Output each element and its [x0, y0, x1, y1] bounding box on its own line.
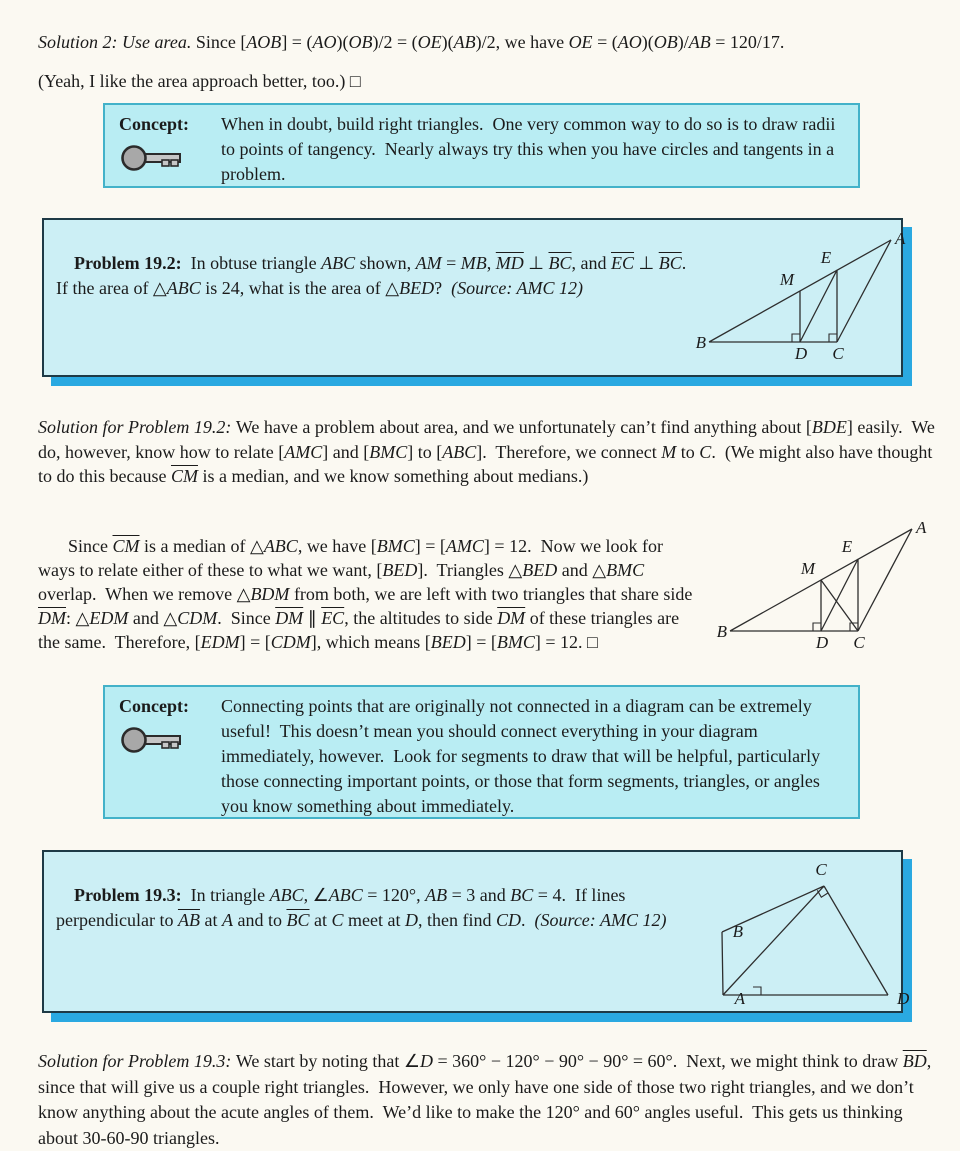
vertex-label-e: E: [820, 248, 832, 267]
concept-box-right-triangles: [103, 103, 860, 188]
vertex-label-b: B: [695, 333, 706, 352]
concept-sidebar: [119, 112, 221, 178]
vertex-label-b: B: [732, 922, 743, 941]
vertex-label-c: C: [832, 344, 844, 363]
vertex-label-a: A: [734, 989, 745, 1008]
problem-19-3-text: In triangle ABC, ∠ABC = 120°, AB = 3 and BC = 4. If lines perpendicular to $\overline{AB}$ at A and to $\overline{BC}$ at C meet at D, then find CD. (Source: AMC 12): [56, 885, 667, 930]
triangle-diagram-19-3: [671, 855, 911, 1013]
problem-19-2-box: [42, 218, 906, 377]
solution-19-2-paragraph: Solution for Problem 19.2: We have a problem about area, and we unfortunately can’t find anything about [BDE] easily. We do, however, know how to relate [AMC] and [BMC] to [ABC]. Therefore, we connect M to C. (We might also have thought to do this because $\overline{CM}$ is a median, and we know something about medians.): [38, 417, 940, 486]
problem-19-2-text: In obtuse triangle ABC shown, AM = MB, $\overline{MD}$ ⊥ $\overline{BC}$, and $\overline{EC}$ ⊥ $\overline{BC}$. If the area of △ABC is 24, what is the area of △BED? (Source: AMC 12): [56, 253, 696, 298]
problem-19-3-label: Problem 19.3:: [74, 885, 182, 905]
vertex-label-d: D: [815, 633, 829, 652]
solution2-intro-paragraph: Solution 2: Use area. Since [AOB] = (AO)(OB)/2 = (OE)(AB)/2, we have OE = (AO)(OB)/AB = 120/17.: [38, 32, 785, 52]
vertex-label-c: C: [815, 860, 827, 879]
key-icon: [119, 723, 221, 762]
vertex-label-d: D: [897, 989, 910, 1008]
vertex-label-a: A: [916, 518, 927, 537]
problem-19-2-statement: [56, 226, 696, 326]
concept-sidebar: [119, 694, 221, 809]
vertex-label-e: E: [841, 537, 853, 556]
concept-box-connecting-points: [103, 685, 860, 819]
concept-text: Connecting points that are originally not connected in a diagram can be extremely useful! This doesn’t mean you should connect everything in your diagram immediately, however. Look for segments to draw that will be helpful, particularly those connecting important points, or those that form segments, triangles, or angles you know something about immediately.: [221, 696, 825, 816]
problem-19-2-label: Problem 19.2:: [74, 253, 182, 273]
solution-19-3-paragraph: Solution for Problem 19.3: We start by noting that ∠D = 360° − 120° − 90° − 90° = 60°. Next, we might think to draw $\overline{BD}$, since that will give us a couple right triangles. However, we only have one side of those two right triangles, and we don’t know anything about the acute angles of them. We’d like to make the 120° and 60° angles useful. This gets us thinking about 30-60-90 triangles.: [38, 1051, 936, 1148]
solution2-closing-remark: (Yeah, I like the area approach better, too.) □: [38, 71, 361, 91]
triangle-diagram-19-2: [671, 216, 911, 374]
concept-text: When in doubt, build right triangles. One very common way to do so is to draw radii to points of tangency. Nearly always try this when you have circles and tangents in a problem.: [221, 114, 840, 184]
key-icon: [119, 141, 221, 180]
vertex-label-m: M: [779, 270, 795, 289]
triangle-diagram-19-2-with-median: [692, 505, 932, 663]
median-argument-paragraph: Since $\overline{CM}$ is a median of △ABC, we have [BMC] = [AMC] = 12. Now we look for ways to relate either of these to what we want, [BED]. Triangles △BED and △BMC overlap. When we remove △BDM from both, we are left with two triangles that share side $\overline{DM}$: △EDM and △CDM. Since $\overline{DM}$ ∥ $\overline{EC}$, the altitudes to side $\overline{DM}$ of these triangles are the same. Therefore, [EDM] = [CDM], which means [BED] = [BMC] = 12. □: [38, 536, 697, 652]
vertex-label-d: D: [794, 344, 808, 363]
concept-label: Concept:: [119, 114, 189, 134]
vertex-label-a: A: [895, 229, 906, 248]
vertex-label-c: C: [853, 633, 865, 652]
problem-19-3-statement: [56, 858, 688, 958]
concept-label: Concept:: [119, 696, 189, 716]
problem-19-3-box: [42, 850, 910, 1013]
vertex-label-b: B: [716, 622, 727, 641]
vertex-label-m: M: [800, 559, 816, 578]
